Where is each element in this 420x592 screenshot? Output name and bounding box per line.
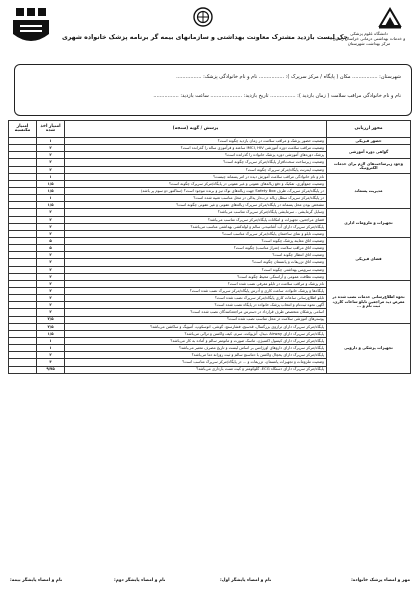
visit-info-box [14,64,412,116]
signature-family-doctor[interactable]: مهر و امضاء پزشک خانواده: [351,578,410,583]
header [6,4,414,62]
earned-score-cell[interactable] [9,309,37,316]
max-score-cell: ۲ [37,159,65,166]
question-cell: پایگاه/مرکز سرپرک دارای کپسول اکسیژن، ماسک صورت و مانومتر سالم و آماده به کار می‌باشد؟ [65,337,327,344]
question-cell: فضای مراجعین، تجهیزات و امکانات پایگاه/مرکز سرپرک مناسب می‌باشد؟ [65,216,327,223]
max-score-cell: ۲ [37,152,65,159]
earned-score-cell[interactable] [9,237,37,244]
question-cell: پایگاه/مرکز سرپرک دارای آب آشامیدنی سالم و لوله‌کشی بهداشتی مناسب می‌باشد؟ [65,223,327,230]
max-score-cell: ۱ [37,337,65,344]
max-score-cell: ۲ [37,295,65,302]
max-score-cell: ۲ [37,287,65,294]
question-cell: وضعیت تابلو و نمای ساختمان پایگاه/مرکز سرپرک مناسب است؟ [65,230,327,237]
table-row [9,173,411,180]
table-row [9,237,411,244]
earned-score-cell[interactable] [9,166,37,173]
earned-score-cell[interactable] [9,273,37,280]
question-cell: پایگاه‌ها و پزشک خانواده، ساعت کاری و آدرس پایگاه/مرکز سرپرک نصب شده است؟ [65,287,327,294]
header-earned-score: امتیاز مکتسبه [9,121,37,138]
header-max-score: امتیاز اخذ شده [37,121,65,138]
checklist-page [6,4,414,588]
question-cell: وضعیت ملزومات و تجهیزات پانسمان، تزریقات و ... در پایگاه/مرکز سرپرک مناسب است؟ [65,359,327,366]
question-cell: وضعیت اتاق تزریقات و پانسمان چگونه است؟ [65,259,327,266]
signature-footer [6,578,414,588]
earned-score-cell[interactable] [9,295,37,302]
signature-first[interactable]: نام و امضاء پایشگر اول: [220,578,272,583]
max-score-cell: ۱ [37,345,65,352]
max-score-cell: ۲ [37,259,65,266]
max-score-cell: ۹/۷۵ [37,366,65,373]
earned-score-cell[interactable] [9,266,37,273]
max-score-cell: ۱/۵ [37,330,65,337]
info-line-visit[interactable]: نام و نام خانوادگی مراقب سلامت ( زمان بازدید ): ................ تاریخ بازدید: .................... ساعت بازدید: ................ [153,93,401,99]
max-score-cell: ۱ [37,138,65,145]
earned-score-cell[interactable] [9,252,37,259]
earned-score-cell[interactable] [9,209,37,216]
earned-score-cell[interactable] [9,337,37,344]
max-score-cell: ۲ [37,209,65,216]
question-cell: پایگاه/مرکز سرپرک دارای داروهای اورژانس بر اساس لیست و تاریخ مصرف معتبر می‌باشد؟ [65,345,327,352]
earned-score-cell[interactable] [9,280,37,287]
question-cell: پزشک دوره‌های آموزشی دوره پزشک خانواده را گذرانده است؟ [65,152,327,159]
question-cell: وضعیت اتاق معاینه پزشک چگونه است؟ [65,237,327,244]
question-cell: وضعیت اتاق انتظار چگونه است؟ [65,252,327,259]
max-score-cell: ۲ [37,280,65,287]
section-title: نحوه اطلاع‌رسانی خدمات نصب شده در معرض دید مراجعین تابلو ساعات کاری، ثبت نام و ... [327,280,411,323]
question-cell: مشخص بودن محل پسماند در پایگاه/مرکز سرپرک زباله‌های عفونی و غیر عفونی چگونه است؟ [65,202,327,209]
table-row [9,145,411,152]
question-cell: در پایگاه/مرکز سرپرک، ظرف Safety Box جهت زباله‌های نوک تیز و برنده موجود است؟ (ستاکتور دو سوم پر باشد) [65,187,327,194]
question-cell: وضعیت حضور پزشک و مراقب سلامت در زمان بازدید چگونه است؟ [65,138,327,145]
info-line-location[interactable]: شهرستان: ................ مکان ( پایگاه / مرکز سرپرک ): ................ نام و نام خانوادگی پزشک: ................ [176,74,401,80]
question-cell: آگهی نحوه ثبت‌نام و انتخاب پزشک خانواده در پایگاه نصب شده است؟ [65,302,327,309]
earned-score-cell[interactable] [9,245,37,252]
section-title: حضور فیزیکی [327,138,411,145]
max-score-cell: ۱ [37,173,65,180]
emblem-icon [190,6,216,28]
earned-score-cell[interactable] [9,359,37,366]
question-cell: وضعیت سرویس بهداشتی چگونه است؟ [65,266,327,273]
question-cell: پوسترهای آموزشی سلامت در محل مناسب نصب شده است؟ [65,316,327,323]
table-header-row [9,121,411,138]
earned-score-cell[interactable] [9,352,37,359]
max-score-cell: ۲ [37,216,65,223]
question-cell: وضعیت اینترنت پایگاه/مرکز سرپرک چگونه است؟ [65,166,327,173]
question-cell: پایگاه/مرکز سرپرک دارای Airway ،نیدل، آنژیوکت، سرم، کیف واکسن و ترالی می‌باشد؟ [65,330,327,337]
earned-score-cell[interactable] [9,366,37,373]
max-score-cell: ۲ [37,252,65,259]
question-cell: پایگاه/مرکز سرپرک دارای ترازوی بزرگسال، قدسنج، فشارسنج، گوشی، اتوسکوپ، آمبوبگ و ساکشن می‌باشد؟ [65,323,327,330]
section-title: گواهی دوره آموزشی [327,145,411,159]
earned-score-cell[interactable] [9,187,37,194]
earned-score-cell[interactable] [9,180,37,187]
question-cell: پایگاه/مرکز سرپرک دارای دستگاه ECG، گلوکومتر و کیت تست بارداری می‌باشد؟ [65,366,327,373]
university-logo-icon [376,6,404,30]
max-score-cell: ۲ [37,266,65,273]
table-row [9,209,411,216]
question-cell: وضعیت جمع‌آوری، تفکیک و دفع زباله‌های عفونی و غیر عفونی در پایگاه/مرکز سرپرک چگونه است؟ [65,180,327,187]
max-score-cell: ۳ [37,359,65,366]
signature-insurance[interactable]: نام و امضاء پایشگر بیمه: [10,578,63,583]
table-row [9,323,411,330]
max-score-cell: ۲ [37,166,65,173]
question-cell: در پایگاه/مرکز سرپرک سطل زباله درب‌دار پدالی در محل مناسب تعبیه شده است؟ [65,195,327,202]
header-axis: محور ارزیابی [327,121,411,138]
max-score-cell: ۱/۵ [37,187,65,194]
max-score-cell: ۲ [37,273,65,280]
earned-score-cell[interactable] [9,302,37,309]
earned-score-cell[interactable] [9,259,37,266]
max-score-cell: ۲ [37,309,65,316]
question-cell: وضعیت اتاق مراقب سلامت (متراژ مناسب) چگونه است؟ [65,245,327,252]
table-row [9,280,411,287]
question-cell: پایگاه/مرکز سرپرک دارای یخچال واکسن با دماسنج سالم و ثبت روزانه دما می‌باشد؟ [65,352,327,359]
max-score-cell: ۲ [37,145,65,152]
signature-second[interactable]: نام و امضاء پایشگر دوم: [114,578,166,583]
max-score-cell: ۲/۵ [37,323,65,330]
section-title: فضای فیزیکی [327,237,411,280]
section-title: تجهیزات و ملزومات اداری [327,209,411,238]
earned-score-cell[interactable] [9,145,37,152]
question-cell: نام پزشک و مراقب سلامت در تابلو معرفی نصب شده است؟ [65,280,327,287]
earned-score-cell[interactable] [9,159,37,166]
earned-score-cell[interactable] [9,287,37,294]
insurance-organization-logo-icon [8,4,54,50]
section-title: وجود زیرساخت‌های لازم برای خدمات الکترونیک [327,159,411,173]
earned-score-cell[interactable] [9,152,37,159]
question-cell: تابلو اطلاع‌رسانی ساعات کاری پایگاه/مرکز سرپرک نصب شده است؟ [65,295,327,302]
max-score-cell: ۵ [37,237,65,244]
earned-score-cell[interactable] [9,345,37,352]
table-row [9,159,411,166]
page-title: چک لیست بازدید مشترک معاونت بهداشتی و سازمانهای بیمه گر برنامه پزشک خانواده شهری [61,34,349,41]
question-cell: وضعیت مراقب سلامت دوره آموزشی IMCI, HIV ساعته و فرآموزی ساله را گذرانده است؟ [65,145,327,152]
org-line: دانشگاه علوم پزشکی [350,31,388,36]
max-score-cell: ۱/۵ [37,180,65,187]
question-cell: وضعیت نظافت عمومی و آراستگی محیط چگونه است؟ [65,273,327,280]
earned-score-cell[interactable] [9,230,37,237]
max-score-cell: ۲ [37,223,65,230]
earned-score-cell[interactable] [9,323,37,330]
checklist-table [8,120,411,374]
max-score-cell: ۲ [37,302,65,309]
earned-score-cell[interactable] [9,216,37,223]
max-score-cell: ۲ [37,230,65,237]
table-row [9,138,411,145]
earned-score-cell[interactable] [9,202,37,209]
earned-score-cell[interactable] [9,316,37,323]
org-line: مرکز بهداشت شهرستان [347,41,391,47]
question-cell: وسایل گرمایشی - سرمایشی پایگاه/مرکز سرپرک مناسب می‌باشد؟ [65,209,327,216]
max-score-cell: ۱/۵ [37,202,65,209]
question-cell: وضعیت زیرساخت سخت‌افزار پایگاه/مرکز سرپرک چگونه است؟ [65,159,327,166]
earned-score-cell[interactable] [9,223,37,230]
section-title: تجهیزات پزشکی و دارویی [327,323,411,373]
earned-score-cell[interactable] [9,195,37,202]
earned-score-cell[interactable] [9,330,37,337]
max-score-cell: ۲/۵ [37,316,65,323]
earned-score-cell[interactable] [9,138,37,145]
max-score-cell: ۵ [37,245,65,252]
org-line: و خدمات بهداشتی درمانی خراسان رضوی [332,36,406,42]
section-title: مدیریت پسماند [327,173,411,209]
question-cell: اسامی پزشکان متخصص طرف قرارداد در دسترس مراجعه‌کنندگان نصب شده است؟ [65,309,327,316]
question-cell: نام و نام خانوادگی مراقب سلامت آموزش دیده در امر پسماند چیست؟ [65,173,327,180]
header-question: پرسش / گویه (سنجه) [65,121,327,138]
max-score-cell: ۲ [37,352,65,359]
earned-score-cell[interactable] [9,173,37,180]
max-score-cell: ۱ [37,195,65,202]
